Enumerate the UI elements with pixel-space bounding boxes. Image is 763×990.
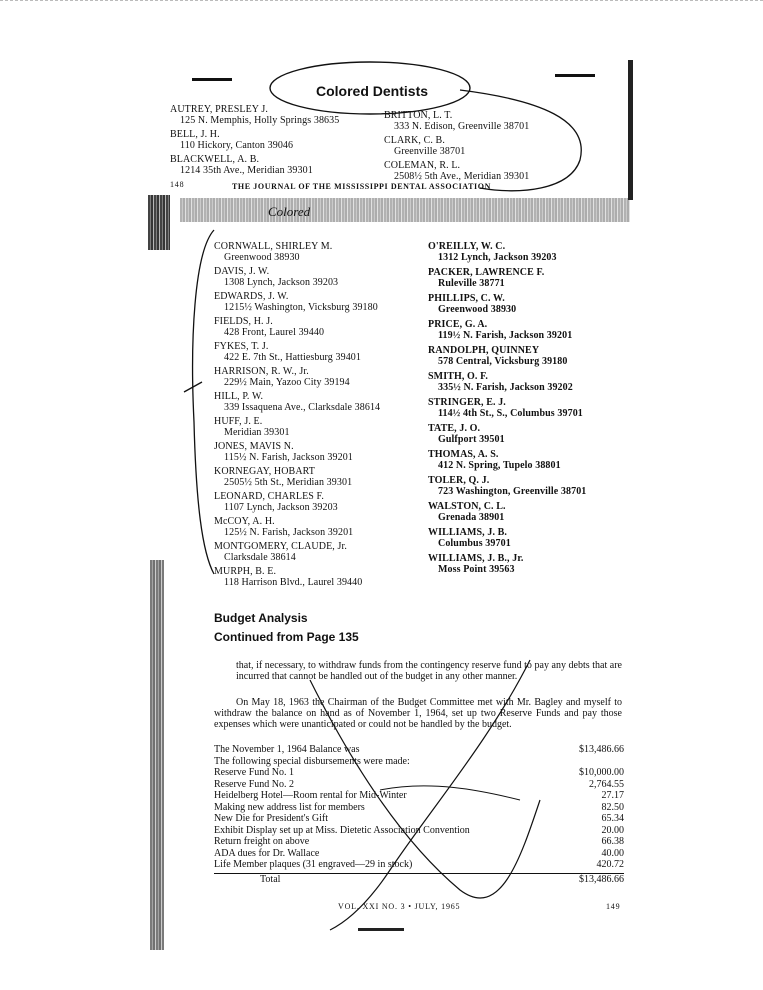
dentist-address: 115½ N. Farish, Jackson 39201 xyxy=(224,452,353,463)
dentist-name: JONES, MAVIS N. xyxy=(214,441,294,452)
dentist-name: HILL, P. W. xyxy=(214,391,264,402)
main-list-right xyxy=(428,241,638,579)
dentist-address: 1308 Lynch, Jackson 39203 xyxy=(224,277,339,288)
dentist-address: Grenada 38901 xyxy=(438,512,505,523)
list-item xyxy=(214,341,424,363)
dentist-name: McCOY, A. H. xyxy=(214,516,275,527)
list-item xyxy=(214,416,424,438)
total-label: Total xyxy=(260,873,281,885)
dentist-name: SMITH, O. F. xyxy=(428,371,489,382)
dentist-name: KORNEGAY, HOBART xyxy=(214,466,316,477)
row-label: Heidelberg Hotel—Room rental for Mid-Winter xyxy=(214,790,407,801)
main-list-left xyxy=(214,241,424,591)
list-item xyxy=(428,345,638,367)
list-item xyxy=(428,423,638,445)
list-item xyxy=(428,449,638,471)
right-edge-bar xyxy=(628,60,633,200)
dentist-name: FIELDS, H. J. xyxy=(214,316,273,327)
list-item xyxy=(214,541,424,563)
row-amount: 420.72 xyxy=(596,859,624,870)
list-item xyxy=(214,516,424,538)
dentist-name: TATE, J. O. xyxy=(428,423,481,434)
bottom-scan-mark xyxy=(358,928,404,931)
dentist-address: Greenwood 38930 xyxy=(438,304,517,315)
dentist-address: Moss Point 39563 xyxy=(438,564,515,575)
list-item xyxy=(214,466,424,488)
list-item xyxy=(170,104,390,126)
dentist-address: 339 Issaquena Ave., Clarksdale 38614 xyxy=(224,402,381,413)
dentist-name: LEONARD, CHARLES F. xyxy=(214,491,324,502)
dentist-name: AUTREY, PRESLEY J. xyxy=(170,104,268,115)
list-item xyxy=(428,371,638,393)
row-amount: 82.50 xyxy=(601,801,624,813)
dentist-name: PRICE, G. A. xyxy=(428,319,488,330)
dentist-name: WALSTON, C. L. xyxy=(428,501,506,512)
dentist-address: 125½ N. Farish, Jackson 39201 xyxy=(224,527,354,538)
row-amount: 2,764.55 xyxy=(589,778,624,790)
list-item xyxy=(428,267,638,289)
dentist-name: WILLIAMS, J. B. xyxy=(428,527,508,538)
dentist-name: CLARK, C. B. xyxy=(384,135,445,146)
dentist-name: PHILLIPS, C. W. xyxy=(428,293,505,304)
budget-subheading: Continued from Page 135 xyxy=(214,630,359,644)
list-item xyxy=(428,397,638,419)
list-item xyxy=(214,566,424,588)
list-item xyxy=(384,135,584,157)
dentist-name: MONTGOMERY, CLAUDE, Jr. xyxy=(214,541,347,552)
row-label: Return freight on above xyxy=(214,836,310,847)
dentist-name: BELL, J. H. xyxy=(170,129,220,140)
dentist-address: 2505½ 5th St., Meridian 39301 xyxy=(224,477,353,488)
dentist-address: 114½ 4th St., S., Columbus 39701 xyxy=(438,408,583,419)
handwritten-crossout-annotation xyxy=(270,640,600,940)
dentist-name: CORNWALL, SHIRLEY M. xyxy=(214,241,333,252)
list-item xyxy=(428,319,638,341)
budget-paragraph-1: that, if necessary, to withdraw funds from the contingency reserve fund to pay any debts that are incurred that cannot be handled out of the budget in any other manner. xyxy=(236,660,622,682)
row-label: New Die for President's Gift xyxy=(214,813,328,824)
list-item xyxy=(214,366,424,388)
dentist-name: DAVIS, J. W. xyxy=(214,266,270,277)
row-amount: 20.00 xyxy=(601,824,624,836)
list-item xyxy=(214,291,424,313)
dentist-address: 1214 35th Ave., Meridian 39301 xyxy=(180,165,313,176)
list-item xyxy=(428,527,638,549)
dentist-address: 110 Hickory, Canton 39046 xyxy=(180,140,294,151)
dentist-address: 229½ Main, Yazoo City 39194 xyxy=(224,377,350,388)
list-item xyxy=(384,110,584,132)
list-item xyxy=(428,293,638,315)
dentist-name: BRITTON, L. T. xyxy=(384,110,453,121)
top-list-left xyxy=(170,104,390,179)
list-item xyxy=(170,129,390,151)
dentist-name: EDWARDS, J. W. xyxy=(214,291,289,302)
budget-paragraph-2: On May 18, 1963 the Chairman of the Budget Committee met with Mr. Bagley and myself to withdraw the balance on hand as of November 1, 1964, set up two Reserve Funds and pay those expenses which were unanticipated or could not be handled by the budget. xyxy=(214,697,622,730)
list-item xyxy=(384,160,584,182)
list-item xyxy=(428,501,638,523)
budget-heading: Budget Analysis xyxy=(214,611,308,625)
dentist-name: THOMAS, A. S. xyxy=(428,449,499,460)
list-item xyxy=(214,316,424,338)
row-amount: 65.34 xyxy=(601,813,624,824)
top-dotted-border xyxy=(0,0,763,5)
dentist-address: Greenville 38701 xyxy=(394,146,466,157)
scan-noise-left-strip xyxy=(150,560,164,950)
list-item xyxy=(170,154,390,176)
dentist-address: 422 E. 7th St., Hattiesburg 39401 xyxy=(224,352,362,363)
dentist-address: 125 N. Memphis, Holly Springs 38635 xyxy=(180,115,340,126)
row-label: Life Member plaques (31 engraved—29 in stock) xyxy=(214,859,413,870)
row-label: Making new address list for members xyxy=(214,801,365,813)
list-item xyxy=(214,266,424,288)
footer-page-number: 149 xyxy=(606,902,621,911)
dentist-address: 723 Washington, Greenville 38701 xyxy=(438,486,587,497)
dentist-address: 2508½ 5th Ave., Meridian 39301 xyxy=(394,171,530,182)
dentist-address: 333 N. Edison, Greenville 38701 xyxy=(394,121,530,132)
dentist-address: Columbus 39701 xyxy=(438,538,511,549)
list-item xyxy=(428,241,638,263)
dentist-address: 118 Harrison Blvd., Laurel 39440 xyxy=(224,577,363,588)
page-number-top: 148 xyxy=(170,180,185,189)
dentist-name: HUFF, J. E. xyxy=(214,416,263,427)
list-item xyxy=(214,441,424,463)
dentist-address: 1312 Lynch, Jackson 39203 xyxy=(438,252,557,263)
row-label: The November 1, 1964 Balance was xyxy=(214,744,360,755)
list-item xyxy=(214,241,424,263)
footer-volume: VOL. XXI NO. 3 • JULY, 1965 xyxy=(338,902,461,911)
dentist-name: BLACKWELL, A. B. xyxy=(170,154,260,165)
dentist-address: Greenwood 38930 xyxy=(224,252,300,263)
list-item xyxy=(428,553,638,575)
dentist-name: HARRISON, R. W., Jr. xyxy=(214,366,309,377)
list-item xyxy=(428,475,638,497)
dentist-name: TOLER, Q. J. xyxy=(428,475,490,486)
dentist-address: 335½ N. Farish, Jackson 39202 xyxy=(438,382,573,393)
row-label: The following special disbursements were made: xyxy=(214,755,410,767)
dentist-name: STRINGER, E. J. xyxy=(428,397,506,408)
row-amount: 40.00 xyxy=(601,847,624,859)
row-label: ADA dues for Dr. Wallace xyxy=(214,847,320,859)
row-label: Exhibit Display set up at Miss. Dietetic Association Convention xyxy=(214,824,470,836)
row-label: Reserve Fund No. 2 xyxy=(214,778,294,790)
dentist-name: RANDOLPH, QUINNEY xyxy=(428,345,540,356)
dentist-name: WILLIAMS, J. B., Jr. xyxy=(428,553,524,564)
top-list-right xyxy=(384,110,584,185)
dentist-name: PACKER, LAWRENCE F. xyxy=(428,267,545,278)
dentist-address: 119½ N. Farish, Jackson 39201 xyxy=(438,330,573,341)
dentist-name: MURPH, B. E. xyxy=(214,566,277,577)
dentist-address: 578 Central, Vicksburg 39180 xyxy=(438,356,568,367)
list-item xyxy=(214,491,424,513)
dentist-name: FYKES, T. J. xyxy=(214,341,269,352)
row-amount: 27.17 xyxy=(601,790,624,801)
row-amount: 66.38 xyxy=(601,836,624,847)
row-amount: $13,486.66 xyxy=(579,744,624,755)
dentist-address: Ruleville 38771 xyxy=(438,278,505,289)
dentist-address: 412 N. Spring, Tupelo 38801 xyxy=(438,460,561,471)
dentist-address: Clarksdale 38614 xyxy=(224,552,296,563)
dentist-address: 428 Front, Laurel 39440 xyxy=(224,327,325,338)
journal-running-head: THE JOURNAL OF THE MISSISSIPPI DENTAL ASSOCIATION xyxy=(232,182,491,191)
list-item xyxy=(214,391,424,413)
handwritten-note: Colored xyxy=(268,204,311,219)
row-label: Reserve Fund No. 1 xyxy=(214,767,294,778)
dentist-address: 1215½ Washington, Vicksburg 39180 xyxy=(224,302,378,313)
dentist-name: O'REILLY, W. C. xyxy=(428,241,506,252)
total-amount: $13,486.66 xyxy=(579,873,624,885)
dentist-address: Meridian 39301 xyxy=(224,427,290,438)
dentist-address: 1107 Lynch, Jackson 39203 xyxy=(224,502,338,513)
page-title: Colored Dentists xyxy=(316,83,429,99)
dentist-address: Gulfport 39501 xyxy=(438,434,505,445)
row-amount: $10,000.00 xyxy=(579,767,624,778)
dentist-name: COLEMAN, R. L. xyxy=(384,160,461,171)
